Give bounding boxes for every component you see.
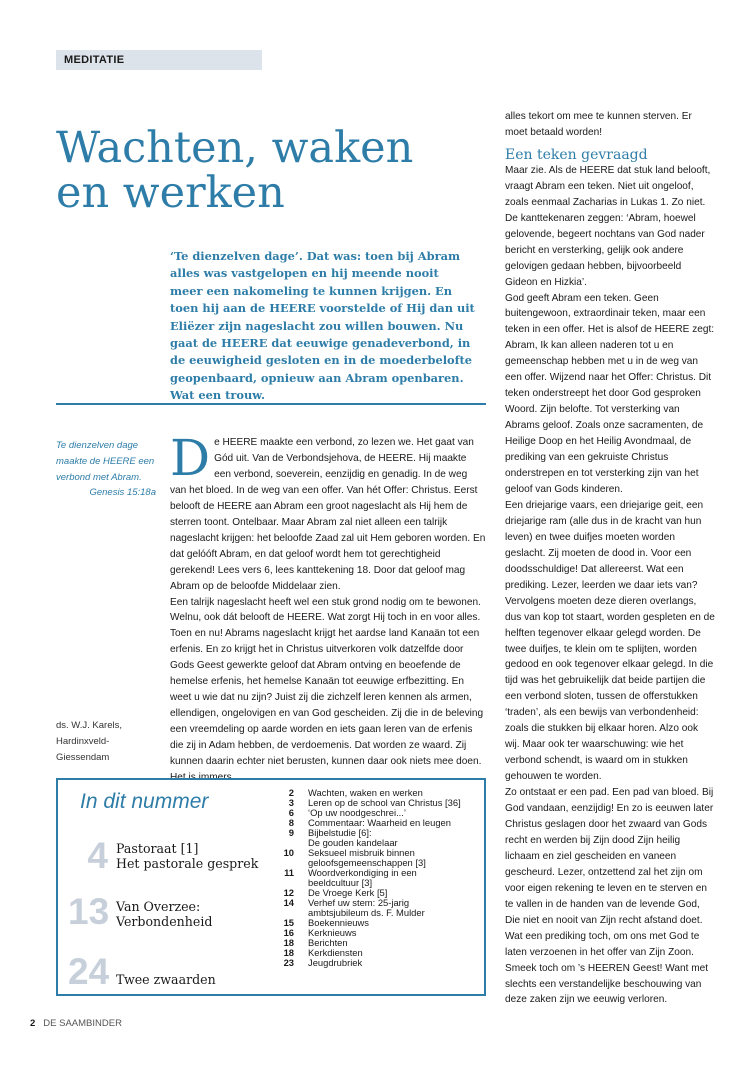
box-title: In dit nummer	[80, 790, 209, 813]
body-paragraph: God geeft Abram een teken. Geen buitengewoon, extraordinair teken, maar een teken in een offer. Het is alsof de HEERE zegt: Abram, Ik kan alleen naderen tot u en gemeenschap hebben met u in de weg van een offer. Wijzend naar het Offer: Christus. Dit teken onderstreept het door God gesproken Woord. Zijn belofte. Tot versterking van Abrams geloof. Zoals onze sacramenten, de Heilige Doop en het Heilig Avondmaal, de prediking van een gekruiste Christus onderstrepen en tot versterking zijn van het geloof van Gods kinderen.	[505, 292, 715, 495]
toc-label: Verhef uw stem: 25-jarig	[308, 897, 410, 908]
toc-label: geloofsgemeenschappen [3]	[308, 857, 426, 868]
toc-page-number: 6	[288, 807, 294, 818]
feature-title: Pastoraat [1]	[116, 841, 199, 856]
toc-label: Woordverkondiging in een	[308, 867, 417, 878]
feature-page-number: 4	[87, 835, 108, 876]
toc-page-number: 23	[283, 957, 294, 968]
featured-article[interactable]	[68, 836, 298, 876]
toc-label: Seksueel misbruik binnen	[308, 847, 415, 858]
feature-subtitle: Het pastorale gesprek	[116, 856, 259, 871]
toc-page-number: 11	[284, 867, 294, 878]
feature-page-number: 13	[68, 891, 110, 932]
toc-label: ambtsjubileum ds. F. Mulder	[308, 907, 425, 918]
body-column-2	[505, 109, 715, 1008]
footer-publication: DE SAAMBINDER	[43, 1018, 122, 1029]
toc-entry[interactable]	[280, 958, 480, 968]
quote-text: Te dienzelven dage maakte de HEERE een verbond met Abram.	[56, 440, 155, 483]
section-heading: Een teken gevraagd	[505, 146, 648, 163]
toc-label: Boekennieuws	[308, 917, 369, 928]
toc-page-number: 18	[283, 947, 294, 958]
section-tag: MEDITATIE	[56, 50, 262, 70]
toc-page-number: 2	[288, 787, 294, 798]
toc-label: Leren op de school van Christus [36]	[308, 797, 461, 808]
feature-title: Van Overzee:	[116, 899, 201, 914]
toc-label: Kerkdiensten	[308, 947, 363, 958]
toc-label: De gouden kandelaar	[308, 837, 398, 848]
body-paragraph: alles tekort om mee te kunnen sterven. Er moet betaald worden!	[505, 111, 692, 138]
footer-page-number: 2	[30, 1018, 36, 1029]
author-place: Hardinxveld-Giessendam	[56, 735, 110, 763]
toc-label: Commentaar: Waarheid en leugen	[308, 817, 451, 828]
title-line-2: en werken	[56, 168, 285, 218]
feature-title: Twee zwaarden	[116, 972, 216, 987]
divider-rule	[56, 403, 486, 405]
feature-subtitle: Verbondenheid	[116, 914, 213, 929]
toc-page-number: 3	[288, 797, 294, 808]
toc-label: Berichten	[308, 937, 348, 948]
toc-page-number: 9	[288, 827, 294, 838]
toc-label: beeldcultuur [3]	[308, 877, 373, 888]
table-of-contents	[280, 788, 480, 968]
body-paragraph: Een driejarige vaars, een driejarige geit, een driejarige ram (alle dus in de kracht van hun leven) en twee duifjes moeten worden geslacht. Zij moeten de dood in. Voor een doodsschuldige! Dat allereerst. Wat een prediking. Lezer, leerden we daar iets van? Vervolgens moeten deze dieren overlangs, dus van kop tot staart, worden gespleten en de helften tegenover elkaar gelegd worden. De twee duifjes, te klein om te splijten, worden gedood en ook tegenover elkaar gelegd. In die tijd was het gebruikelijk dat beide partijen die een verbond sloten, tussen de offerstukken ‘traden’, als een bewijs van verbondenheid: zoals die stukken bij elkaar horen. Alzo ook wij. Maar ook ter waarschuwing: wie het verbond schendt, is waard om in stukken gehouwen te worden.	[505, 499, 715, 783]
toc-page-number: 16	[283, 927, 294, 938]
body-paragraph: Maar zie. Als de HEERE dat stuk land belooft, vraagt Abram een teken. Niet uit ongeloof, zoals eenmaal Zacharias in Lukas 1. Zo niet. De kanttekenaren zeggen: ‘Abram, hoewel gelovende, begeert nochtans van God nader bericht en versterking, gelijk ook andere gelovigen gedaan hebben, bijvoorbeeld Gideon en Hizkia’.	[505, 164, 711, 288]
in-this-issue-box	[56, 778, 486, 996]
feature-page-number: 24	[68, 951, 110, 992]
body-paragraph: Zo ontstaat er een pad. Een pad van bloed. Bij God vandaan, eenzijdig! En zo is eeuwen later Christus geslagen door het zwaard van Gods recht en werden bij Zijn dood Zijn heilig lichaam en ziel gescheiden en vaneen gescheurd. Lezer, ontzettend zal het zijn om voor eigen rekening te leven en te sterven en te vallen in de handen van de levende God, Die niet en nooit van Zijn recht afstand doet. Wat een prediking toch, om ons met God te laten verzoenen in het offer van Zijn Zoon. Smeek toch om ’s HEEREN Geest! Want met slechts een verstandelijke beschouwing van deze zaken zijn we eeuwig verloren.	[505, 787, 714, 1006]
featured-article[interactable]	[68, 952, 298, 992]
toc-label: Jeugdrubriek	[308, 957, 363, 968]
toc-page-number: 10	[283, 847, 294, 858]
author-byline	[56, 718, 156, 765]
body-column-1	[170, 429, 486, 786]
page-footer	[30, 1018, 122, 1029]
intro-lead: ‘Te dienzelven dage’. Dat was: toen bij Abram alles was vastgelopen en hij meende nooit meer een nakomeling te kunnen krijgen. En toen hij aan de HEERE voorstelde of Hij dan uit Eliëzer zijn nageslacht zou willen bouwen. Nu gaat de HEERE dat eeuwige genadeverbond, in de eeuwigheid gesloten en in de moederbelofte geopenbaard, opnieuw aan Abram openbaren. Wat een trouw.	[170, 249, 475, 403]
title-line-1: Wachten, waken	[56, 123, 414, 173]
toc-page-number: 15	[283, 917, 294, 928]
body-paragraph: Een talrijk nageslacht heeft wel een stuk grond nodig om te bewonen. Welnu, ook dát belooft de HEERE. Wat zorgt Hij toch in en voor alles. Toen en nu! Abrams nageslacht krijgt het aardse land Kanaän tot een erfenis. En zo krijgt het in Christus uitverkoren volk datzelfde door Gods Geest gewerkte geloof dat Abram ontving en beoefende de hemelse erfenis, het hemelse Kanaän tot eeuwige erfbezitting. En weet u wie dat nu zijn? Juist zij die zichzelf leren kennen als armen, ellendigen, ongelovigen en van God gescheiden. Zij die in de beleving een vreemdeling op aarde worden en iets gaan leren van de erfenis die zij in Adam hebben, de verdoemenis. Dat worden ze waard. Zij kunnen daarin echter niet berusten, kunnen daar ook niets mee doen. Het is immers	[170, 596, 484, 784]
toc-page-number: 18	[283, 937, 294, 948]
toc-page-number: 12	[283, 887, 294, 898]
toc-label: ‘Op uw noodgeschrei...’	[308, 807, 406, 818]
article-title	[56, 123, 476, 218]
toc-label: De Vroege Kerk [5]	[308, 887, 388, 898]
body-paragraph: e HEERE maakte een verbond, zo lezen we. Het gaat van Gód uit. Van de Verbondsjehova, de HEERE. Hij maakte een verbond, soeverein, eenzijdig en genadig. In de weg van het bloed. In de weg van een offer. Van hét Offer: Christus. Eerst belooft de HEERE aan Abram een groot nageslacht als Hij hem de sterren toont. Ontelbaar. Maar Abram zal niet alleen een talrijk nageslacht krijgen: het beloofde Zaad zal uit Hem geboren worden. En dat gelóóft Abram, en dat geloof wordt hem tot gerechtigheid gerekend! Lees vers 6, lees kanttekening 18. Door dat geloof mag Abram op de beloofde Middelaar zien.	[170, 437, 486, 592]
toc-label: Kerknieuws	[308, 927, 357, 938]
author-name: ds. W.J. Karels,	[56, 720, 122, 731]
toc-label: Bijbelstudie [6]:	[308, 827, 372, 838]
featured-article[interactable]	[68, 892, 298, 932]
drop-cap: D	[170, 429, 211, 487]
toc-page-number: 8	[288, 817, 294, 828]
toc-page-number: 14	[283, 897, 294, 908]
scripture-quote	[56, 438, 156, 501]
toc-label: Wachten, waken en werken	[308, 787, 423, 798]
quote-reference: Genesis 15:18a	[89, 487, 156, 499]
